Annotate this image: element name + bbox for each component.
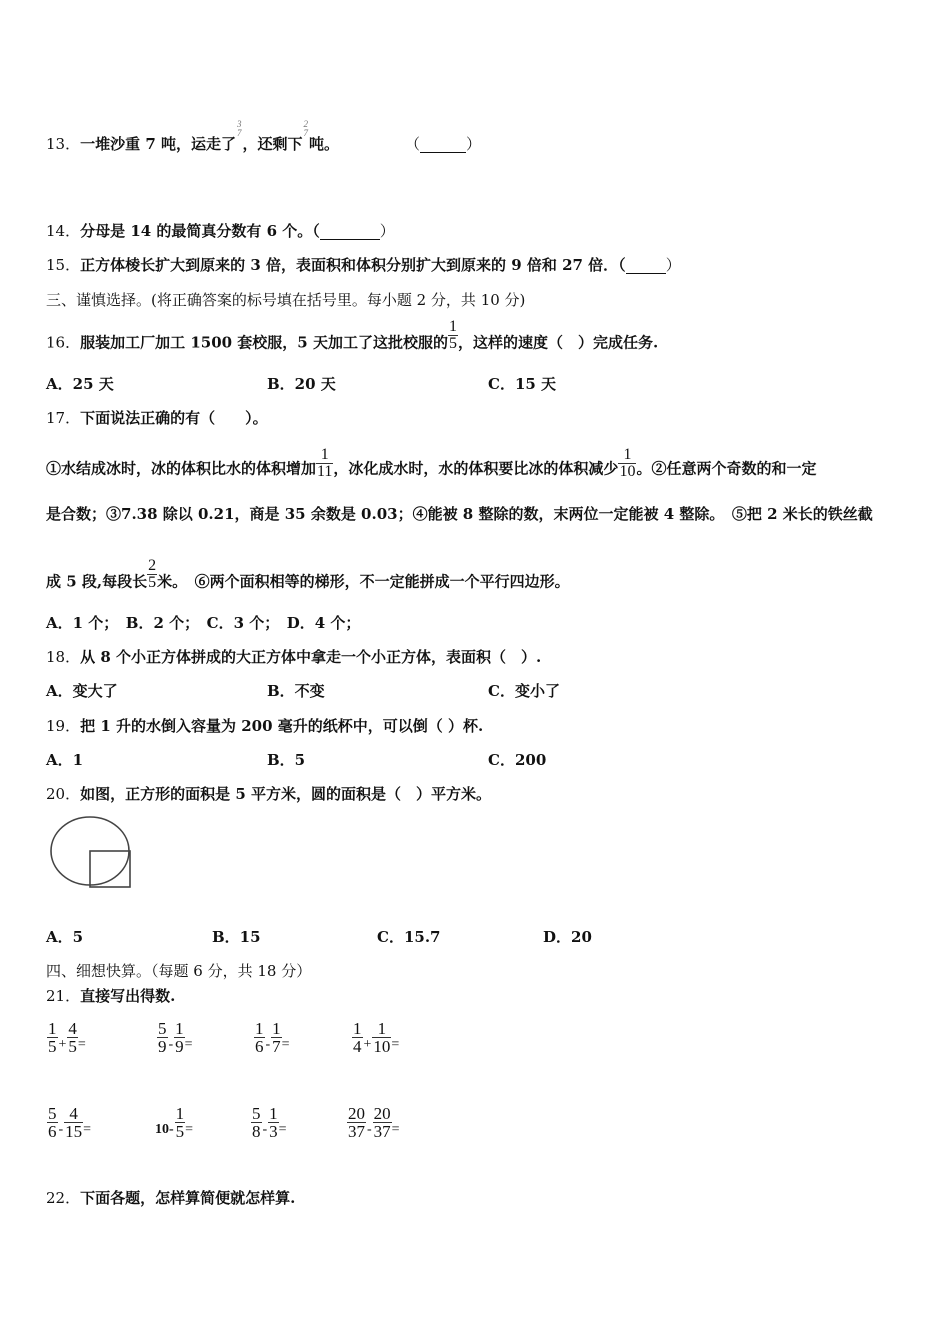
expression: $\frac{20}{37}$ - $\frac{20}{37}$ = [348,1104,400,1141]
q20-option-b[interactable]: B．15 [212,928,261,946]
expression: $\frac{5}{6}$ - $\frac{4}{15}$ = [48,1104,92,1141]
fraction: $\frac{1}{11}$ [317,446,333,480]
q20-option-c[interactable]: C．15.7 [377,928,441,946]
answer-blank[interactable] [626,259,666,274]
q16-option-b[interactable]: B．20 天 [267,375,336,393]
q17-line-2: 是合数；③7.38 除以 0.21，商是 35 余数是 0.03；④能被 8 整除的数，末两位一定能被 4 整除。 ⑤把 2 米长的铁丝截 [46,505,873,523]
expression: $\frac{1}{5}$ + $\frac{4}{5}$ = [48,1019,86,1056]
q14: 14．分母是 14 的最简真分数有 6 个。（ ） [46,222,395,240]
q20: 20．如图，正方形的面积是 5 平方米，圆的面积是（ ）平方米。 [46,785,491,803]
section-3-title: 三、谨慎选择。(将正确答案的标号填在括号里。每小题 2 分，共 10 分) [46,291,526,309]
q13: 13．一堆沙重 7 吨，运走了 3 7 ，还剩下 2 7 吨。 （ ） [46,119,482,153]
q19: 19．把 1 升的水倒入容量为 200 毫升的纸杯中，可以倒（ ）杯. [46,717,484,735]
q18-option-c[interactable]: C．变小了 [488,682,560,700]
q19-option-b[interactable]: B．5 [267,751,306,769]
expression: 10- $\frac{1}{5}$ = [155,1104,194,1141]
q17: 17．下面说法正确的有（ ）。 [46,409,268,427]
q18-option-b[interactable]: B．不变 [267,682,325,700]
q20-option-d[interactable]: D．20 [543,928,592,946]
section-4-title: 四、细想快算。（每题 6 分，共 18 分） [46,962,312,980]
fraction: 2 7 [303,119,308,138]
q17-options[interactable]: A．1 个； B．2 个； C．3 个； D．4 个； [46,614,361,632]
q13-number: 13． [46,135,81,153]
q19-option-c[interactable]: C．200 [488,751,547,769]
q16-option-a[interactable]: A．25 天 [46,375,114,393]
expression: $\frac{1}{6}$ - $\frac{1}{7}$ = [255,1019,290,1056]
q20-option-a[interactable]: A．5 [46,928,84,946]
q17-line-1: ①水结成冰时，冰的体积比水的体积增加 $\frac{1}{11}$ ，冰化成水时，水的体积要比冰的体积减少 $\frac{1}{10}$ 。②任意两个奇数的和一定 [46,446,817,480]
q16-option-c[interactable]: C．15 天 [488,375,557,393]
q15: 15．正方体棱长扩大到原来的 3 倍，表面积和体积分别扩大到原来的 9 倍和 27 倍．（ ） [46,256,681,274]
expression: $\frac{5}{9}$ - $\frac{1}{9}$ = [158,1019,193,1056]
q21: 21．直接写出得数. [46,987,176,1005]
q19-option-a[interactable]: A．1 [46,751,84,769]
q18: 18．从 8 个小正方体拼成的大正方体中拿走一个小正方体，表面积（ ）. [46,648,542,666]
fraction: 3 7 [236,119,242,138]
expression: $\frac{5}{8}$ - $\frac{1}{3}$ = [252,1104,287,1141]
q16: 16．服装加工厂加工 1500 套校服，5 天加工了这批校服的 $\frac{1}{5}$ ，这样的速度（ ）完成任务. [46,318,659,352]
expression: $\frac{1}{4}$ + $\frac{1}{10}$ = [353,1019,400,1056]
q18-option-a[interactable]: A．变大了 [46,682,118,700]
answer-blank[interactable] [320,225,380,240]
answer-blank[interactable] [420,138,466,153]
fraction: $\frac{1}{10}$ [619,446,636,480]
fraction: $\frac{2}{5}$ [148,557,157,591]
circle-square-figure [48,815,136,891]
q17-line-3: 成 5 段,每段长 $\frac{2}{5}$ 米。 ⑥两个面积相等的梯形，不一定能拼成一个平行四边形。 [46,557,570,591]
q22: 22．下面各题，怎样算简便就怎样算. [46,1189,296,1207]
fraction: $\frac{1}{5}$ [448,318,457,352]
